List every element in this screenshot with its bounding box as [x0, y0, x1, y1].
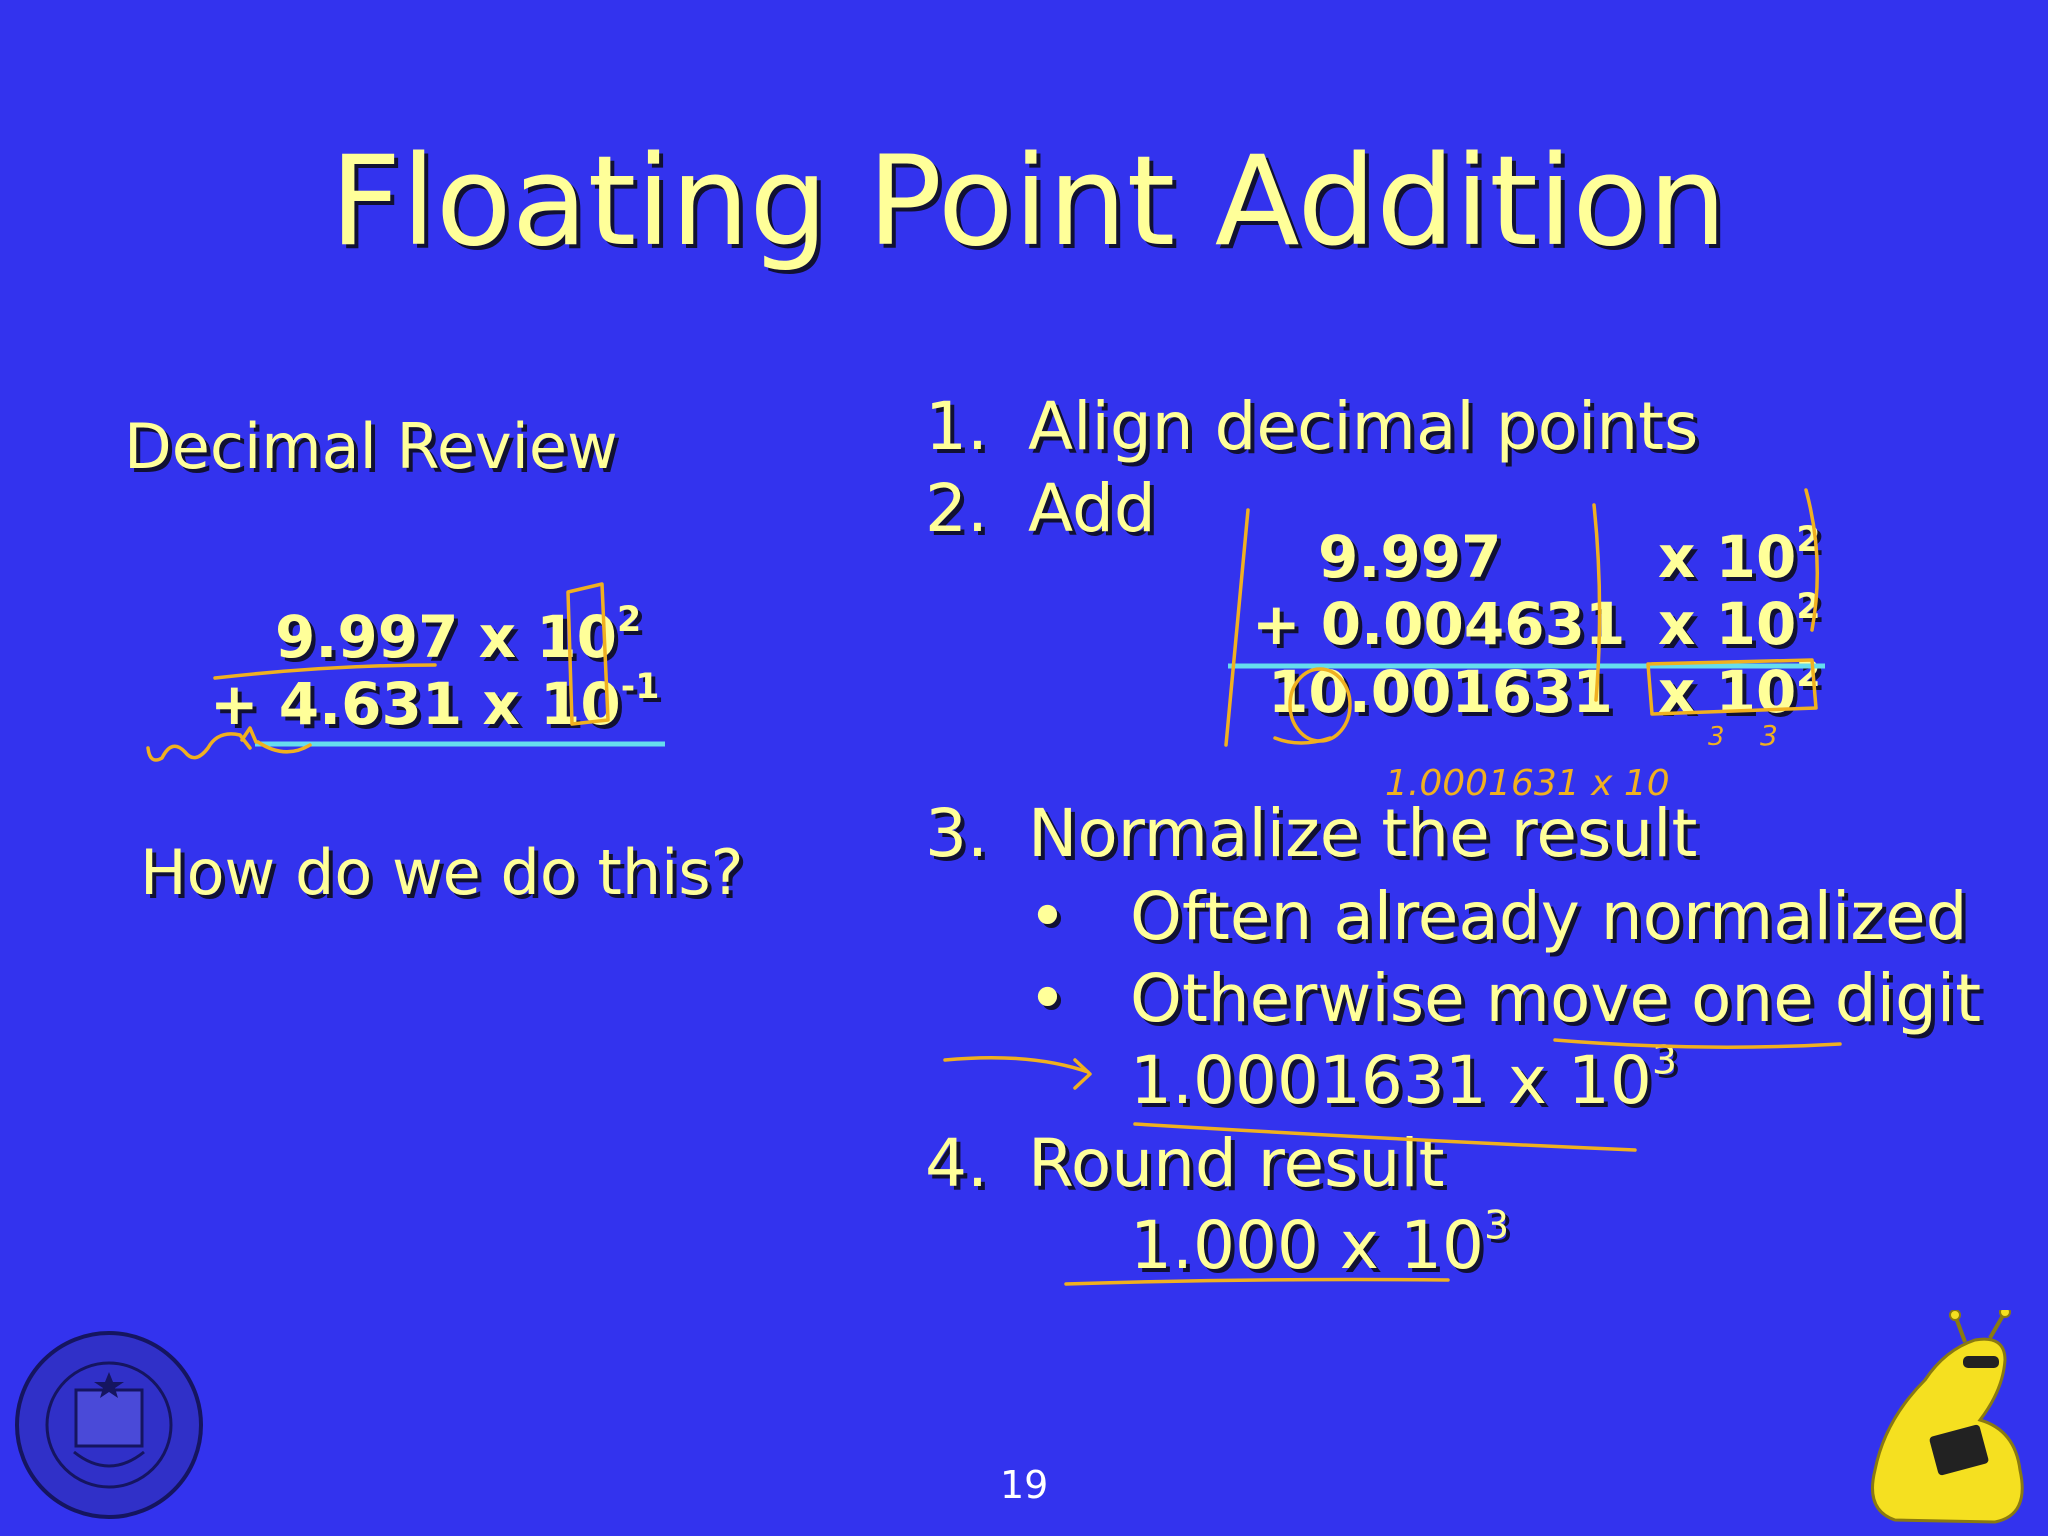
ink-carry-underline — [1275, 738, 1330, 743]
decimal-review-heading: Decimal Review — [124, 410, 618, 483]
addition-row-2-exponent: 2 — [1796, 586, 1821, 627]
addition-row-2-multiplier — [1658, 586, 1821, 658]
step-4 — [925, 1125, 1445, 1202]
addition-row-1-multiplier — [1658, 519, 1821, 591]
step-text: Align decimal points — [1028, 388, 1699, 465]
addition-result-exponent: 2 — [1796, 654, 1821, 695]
bullet-2 — [1028, 960, 1982, 1037]
addition-row-2-value: + 0.004631 — [1252, 590, 1626, 658]
step-3 — [925, 795, 1698, 872]
step-number: 3. — [925, 795, 988, 872]
addition-row-2-times: x 10 — [1658, 590, 1797, 658]
rounded-exponent: 3 — [1483, 1202, 1510, 1249]
ink-arrow-shaft — [945, 1058, 1088, 1072]
step-number: 4. — [925, 1125, 988, 1202]
addition-result-multiplier — [1658, 654, 1821, 726]
page-number: 19 — [1000, 1463, 1049, 1507]
question-text: How do we do this? — [140, 836, 744, 909]
step-text: Round result — [1028, 1125, 1445, 1202]
ink-left-bracket — [1226, 510, 1248, 745]
decimal-line-1-exponent: 2 — [616, 599, 642, 640]
addition-row-1-exponent: 2 — [1796, 519, 1821, 560]
normalized-mantissa: 1.0001631 x 10 — [1130, 1042, 1652, 1119]
decimal-line-1-times: x 10 — [458, 603, 617, 671]
university-seal-logo — [14, 1330, 204, 1520]
ink-note-exponent: 3 — [1708, 722, 1725, 752]
addition-result-value: 10.001631 — [1268, 658, 1613, 726]
step-number: 1. — [925, 388, 988, 465]
step-1 — [925, 388, 1699, 465]
ink-arrow-head-right — [1075, 1060, 1090, 1088]
ink-note: 1.0001631 x 10 — [1385, 763, 1670, 804]
slug-mascot-logo — [1855, 1310, 2035, 1530]
addition-row-1-value: 9.997 — [1318, 523, 1502, 591]
addition-row-1-times: x 10 — [1658, 523, 1797, 591]
bullet-1 — [1028, 878, 1968, 955]
normalized-value — [1130, 1037, 1678, 1119]
decimal-line-2-mantissa: + 4.631 — [210, 670, 463, 738]
bullet-text: Often already normalized — [1130, 878, 1968, 955]
rounded-mantissa: 1.000 x 10 — [1130, 1207, 1484, 1284]
step-number: 2. — [925, 470, 988, 547]
normalized-exponent: 3 — [1651, 1037, 1678, 1084]
step-text: Add — [1028, 470, 1156, 547]
decimal-line-2-times: x 10 — [462, 670, 621, 738]
decimal-line-2-exponent: -1 — [620, 666, 660, 707]
ink-exponent-note: 3 — [1760, 719, 1778, 752]
addition-result-times: x 10 — [1658, 658, 1797, 726]
decimal-line-1 — [275, 599, 642, 671]
step-text: Normalize the result — [1028, 795, 1698, 872]
decimal-line-1-mantissa: 9.997 — [275, 603, 459, 671]
rounded-value — [1130, 1202, 1510, 1284]
decimal-line-2 — [210, 666, 660, 738]
ink-shift-arc — [258, 742, 310, 752]
step-2 — [925, 470, 1156, 547]
slide-title: Floating Point Addition — [330, 130, 1727, 274]
bullet-marker: • — [1028, 960, 1067, 1037]
bullet-marker: • — [1028, 878, 1067, 955]
bullet-text: Otherwise move one digit — [1130, 960, 1982, 1037]
